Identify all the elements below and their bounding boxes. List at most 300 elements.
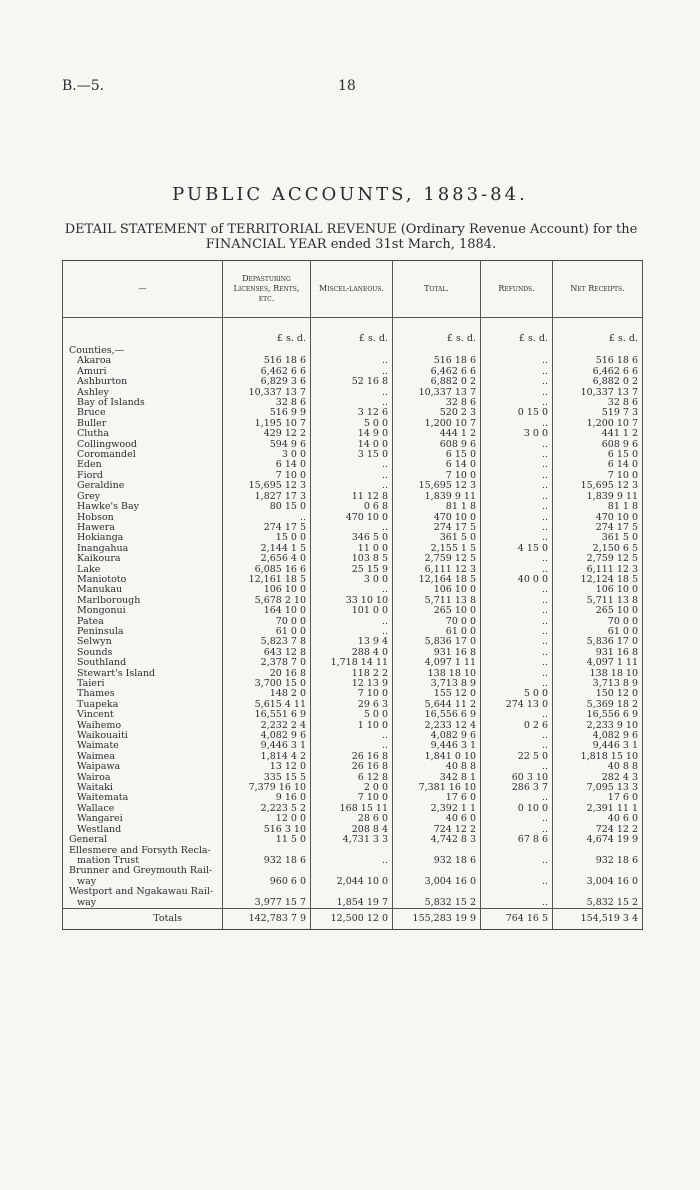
cell-blank bbox=[223, 887, 311, 897]
county-name: Waimate bbox=[63, 741, 223, 751]
county-name: Hokianga bbox=[63, 533, 223, 543]
cell-dep: 1,814 4 2 bbox=[223, 752, 311, 762]
cell-blank bbox=[553, 887, 643, 897]
table-row bbox=[63, 575, 643, 585]
cell-ref: 286 3 7 bbox=[481, 783, 553, 793]
county-name: Bruce bbox=[63, 408, 223, 418]
cell-misc: 208 8 4 bbox=[311, 825, 393, 835]
cell-ref: 22 5 0 bbox=[481, 752, 553, 762]
cell-total: 1,839 9 11 bbox=[393, 492, 481, 502]
cell-net: 7,095 13 3 bbox=[553, 783, 643, 793]
cell-dep: 12,161 18 5 bbox=[223, 575, 311, 585]
cell-ref: .. bbox=[481, 669, 553, 679]
cell-net: 608 9 6 bbox=[553, 440, 643, 450]
cell-misc: 168 15 11 bbox=[311, 804, 393, 814]
total-misc: 12,500 12 0 bbox=[311, 908, 393, 929]
cell-misc: 52 16 8 bbox=[311, 377, 393, 387]
cell-blank bbox=[393, 887, 481, 897]
cell-total: 12,164 18 5 bbox=[393, 575, 481, 585]
cell-blank bbox=[553, 866, 643, 876]
cell-blank bbox=[223, 866, 311, 876]
cell-blank bbox=[223, 846, 311, 856]
cell-dep: 2,144 1 5 bbox=[223, 544, 311, 554]
total-ref: 764 16 5 bbox=[481, 908, 553, 929]
county-name: Hawera bbox=[63, 523, 223, 533]
cell-dep: 1,827 17 3 bbox=[223, 492, 311, 502]
county-name: Lake bbox=[63, 565, 223, 575]
table-row bbox=[63, 440, 643, 450]
cell-net: 470 10 0 bbox=[553, 513, 643, 523]
cell-total: 342 8 1 bbox=[393, 773, 481, 783]
cell-dep: 643 12 8 bbox=[223, 648, 311, 658]
cell-total: 6,111 12 3 bbox=[393, 565, 481, 575]
cell-net: 12,124 18 5 bbox=[553, 575, 643, 585]
cell-misc: 101 0 0 bbox=[311, 606, 393, 616]
county-name: Waitemata bbox=[63, 793, 223, 803]
cell-misc: 0 6 8 bbox=[311, 502, 393, 512]
row-label-line1: Brunner and Greymouth Rail- bbox=[63, 866, 223, 876]
header-miscellaneous: Miscel-laneous. bbox=[311, 261, 393, 318]
cell-total: 2,392 1 1 bbox=[393, 804, 481, 814]
county-name: Eden bbox=[63, 460, 223, 470]
cell-misc: .. bbox=[311, 356, 393, 366]
cell-net: 441 1 2 bbox=[553, 429, 643, 439]
cell-total: 6 14 0 bbox=[393, 460, 481, 470]
cell-net: 1,200 10 7 bbox=[553, 419, 643, 429]
cell-total: 81 1 8 bbox=[393, 502, 481, 512]
cell-ref: .. bbox=[481, 814, 553, 824]
cell-ref: 40 0 0 bbox=[481, 575, 553, 585]
cell-dep: 6,829 3 6 bbox=[223, 377, 311, 387]
table-row bbox=[63, 544, 643, 554]
cell-misc: 26 16 8 bbox=[311, 752, 393, 762]
table-header-row bbox=[63, 261, 643, 318]
cell-ref: .. bbox=[481, 617, 553, 627]
cell-total: 6 15 0 bbox=[393, 450, 481, 460]
cell-misc: .. bbox=[311, 367, 393, 377]
cell-dep: 516 3 10 bbox=[223, 825, 311, 835]
cell-dep: .. bbox=[223, 513, 311, 523]
cell-ref: .. bbox=[481, 492, 553, 502]
cell-misc: .. bbox=[311, 471, 393, 481]
county-name: Patea bbox=[63, 617, 223, 627]
cell-ref: .. bbox=[481, 710, 553, 720]
cell-net: 3,004 16 0 bbox=[553, 877, 643, 887]
cell-misc: 288 4 0 bbox=[311, 648, 393, 658]
cell-misc: 346 5 0 bbox=[311, 533, 393, 543]
county-name: Stewart's Island bbox=[63, 669, 223, 679]
cell-misc: 7 10 0 bbox=[311, 793, 393, 803]
cell-dep: 3 0 0 bbox=[223, 450, 311, 460]
cell-net: 5,711 13 8 bbox=[553, 596, 643, 606]
header-total: Total. bbox=[393, 261, 481, 318]
cell-ref: .. bbox=[481, 554, 553, 564]
cell-ref: .. bbox=[481, 398, 553, 408]
section-label: Counties,— bbox=[63, 346, 223, 356]
cell-dep: 13 12 0 bbox=[223, 762, 311, 772]
cell-ref: 3 0 0 bbox=[481, 429, 553, 439]
county-name: Waihemo bbox=[63, 721, 223, 731]
county-name: Selwyn bbox=[63, 637, 223, 647]
cell-misc: 1,854 19 7 bbox=[311, 898, 393, 909]
cell-dep: 516 9 9 bbox=[223, 408, 311, 418]
cell-dep: 6 14 0 bbox=[223, 460, 311, 470]
table-row bbox=[63, 492, 643, 502]
cell-net: 17 6 0 bbox=[553, 793, 643, 803]
cell-dep: 148 2 0 bbox=[223, 689, 311, 699]
cell-misc: 11 0 0 bbox=[311, 544, 393, 554]
cell-blank bbox=[393, 846, 481, 856]
table-row bbox=[63, 887, 643, 897]
cell-dep: 2,656 4 0 bbox=[223, 554, 311, 564]
cell-total: 61 0 0 bbox=[393, 627, 481, 637]
cell-net: 3,713 8 9 bbox=[553, 679, 643, 689]
cell-dep: 15 0 0 bbox=[223, 533, 311, 543]
cell-ref: .. bbox=[481, 731, 553, 741]
cell-net: 15,695 12 3 bbox=[553, 481, 643, 491]
cell-ref: 60 3 10 bbox=[481, 773, 553, 783]
cell-misc: .. bbox=[311, 481, 393, 491]
cell-net: 9,446 3 1 bbox=[553, 741, 643, 751]
cell-net: 2,233 9 10 bbox=[553, 721, 643, 731]
table-row bbox=[63, 700, 643, 710]
county-name: Westland bbox=[63, 825, 223, 835]
cell-ref: .. bbox=[481, 856, 553, 866]
cell-ref: .. bbox=[481, 606, 553, 616]
cell-misc: 25 15 9 bbox=[311, 565, 393, 575]
cell-ref: .. bbox=[481, 481, 553, 491]
cell-dep: 6,462 6 6 bbox=[223, 367, 311, 377]
table-row bbox=[63, 648, 643, 658]
cell-ref: 4 15 0 bbox=[481, 544, 553, 554]
cell-total: 40 8 8 bbox=[393, 762, 481, 772]
county-name: Waikouaiti bbox=[63, 731, 223, 741]
table-row bbox=[63, 450, 643, 460]
general-label: General bbox=[63, 835, 223, 845]
county-name: Waitaki bbox=[63, 783, 223, 793]
table-row bbox=[63, 877, 643, 887]
cell-net: 7 10 0 bbox=[553, 471, 643, 481]
cell-ref: .. bbox=[481, 533, 553, 543]
cell-dep: 164 10 0 bbox=[223, 606, 311, 616]
cell-blank bbox=[311, 846, 393, 856]
cell-total: 4,097 1 11 bbox=[393, 658, 481, 668]
table-row bbox=[63, 585, 643, 595]
table-row bbox=[63, 741, 643, 751]
table-row bbox=[63, 471, 643, 481]
table-row bbox=[63, 388, 643, 398]
cell-blank bbox=[311, 887, 393, 897]
cell-ref: .. bbox=[481, 762, 553, 772]
cell-misc: 28 6 0 bbox=[311, 814, 393, 824]
cell-dep: 3,977 15 7 bbox=[223, 898, 311, 909]
cell-net: 931 16 8 bbox=[553, 648, 643, 658]
total-total: 155,283 19 9 bbox=[393, 908, 481, 929]
cell-misc: .. bbox=[311, 585, 393, 595]
cell-net: 61 0 0 bbox=[553, 627, 643, 637]
revenue-table bbox=[62, 260, 643, 930]
cell-net: 5,836 17 0 bbox=[553, 637, 643, 647]
cell-net: 2,150 6 5 bbox=[553, 544, 643, 554]
statement-subtitle bbox=[56, 222, 646, 252]
county-name: Maniototo bbox=[63, 575, 223, 585]
cell-net: 6 14 0 bbox=[553, 460, 643, 470]
county-name: Kaikoura bbox=[63, 554, 223, 564]
cell-total: 6,882 0 2 bbox=[393, 377, 481, 387]
table-row bbox=[63, 783, 643, 793]
county-name: Taieri bbox=[63, 679, 223, 689]
cell-net: 70 0 0 bbox=[553, 617, 643, 627]
cell-ref: .. bbox=[481, 596, 553, 606]
cell-dep: 3,700 15 0 bbox=[223, 679, 311, 689]
cell-total: 274 17 5 bbox=[393, 523, 481, 533]
cell-misc: .. bbox=[311, 627, 393, 637]
cell-net: 5,369 18 2 bbox=[553, 700, 643, 710]
county-name: Grey bbox=[63, 492, 223, 502]
unit-cell-blank bbox=[63, 318, 223, 347]
cell-misc: 33 10 10 bbox=[311, 596, 393, 606]
unit-cell: £ s. d. bbox=[223, 318, 311, 347]
cell-total: 2,155 1 5 bbox=[393, 544, 481, 554]
cell-ref: .. bbox=[481, 471, 553, 481]
cell-net: 1,839 9 11 bbox=[553, 492, 643, 502]
cell-misc: .. bbox=[311, 731, 393, 741]
cell-ref: .. bbox=[481, 388, 553, 398]
cell-total: 5,711 13 8 bbox=[393, 596, 481, 606]
row-label-line2: way bbox=[63, 898, 223, 909]
cell-total: 4,082 9 6 bbox=[393, 731, 481, 741]
cell-ref: 0 2 6 bbox=[481, 721, 553, 731]
cell-total: 138 18 10 bbox=[393, 669, 481, 679]
cell-ref: .. bbox=[481, 648, 553, 658]
cell-total: 2,233 12 4 bbox=[393, 721, 481, 731]
cell-total: 40 6 0 bbox=[393, 814, 481, 824]
header-refunds: Refunds. bbox=[481, 261, 553, 318]
cell-misc: 3 15 0 bbox=[311, 450, 393, 460]
cell-misc: 103 8 5 bbox=[311, 554, 393, 564]
page-number: 18 bbox=[338, 78, 356, 94]
cell-ref: .. bbox=[481, 627, 553, 637]
county-name: Tuapeka bbox=[63, 700, 223, 710]
cell-misc: .. bbox=[311, 388, 393, 398]
table-row bbox=[63, 898, 643, 909]
total-net: 154,519 3 4 bbox=[553, 908, 643, 929]
table-row bbox=[63, 596, 643, 606]
unit-cell: £ s. d. bbox=[481, 318, 553, 347]
cell-dep: 7,379 16 10 bbox=[223, 783, 311, 793]
cell-total: 5,644 11 2 bbox=[393, 700, 481, 710]
cell-net: 40 6 0 bbox=[553, 814, 643, 824]
cell-net: 2,391 11 1 bbox=[553, 804, 643, 814]
county-name: Fiord bbox=[63, 471, 223, 481]
table-row bbox=[63, 523, 643, 533]
totals-row bbox=[63, 908, 643, 929]
county-name: Marlborough bbox=[63, 596, 223, 606]
cell-net: 2,759 12 5 bbox=[553, 554, 643, 564]
county-name: Geraldine bbox=[63, 481, 223, 491]
cell-dep: 16,551 6 9 bbox=[223, 710, 311, 720]
cell-ref: 67 8 6 bbox=[481, 835, 553, 845]
cell-misc: 4,731 3 3 bbox=[311, 835, 393, 845]
cell-ref: .. bbox=[481, 450, 553, 460]
cell-misc: 3 0 0 bbox=[311, 575, 393, 585]
county-name: Amuri bbox=[63, 367, 223, 377]
cell-net: 138 18 10 bbox=[553, 669, 643, 679]
cell-total: 608 9 6 bbox=[393, 440, 481, 450]
total-dep: 142,783 7 9 bbox=[223, 908, 311, 929]
cell-misc: .. bbox=[311, 741, 393, 751]
cell-ref: .. bbox=[481, 825, 553, 835]
cell-total: 155 12 0 bbox=[393, 689, 481, 699]
cell-ref: .. bbox=[481, 585, 553, 595]
table-row bbox=[63, 356, 643, 366]
cell-ref: .. bbox=[481, 637, 553, 647]
table-row bbox=[63, 710, 643, 720]
cell-dep: 5,678 2 10 bbox=[223, 596, 311, 606]
cell-total: 931 16 8 bbox=[393, 648, 481, 658]
cell-ref: .. bbox=[481, 523, 553, 533]
cell-net: 16,556 6 9 bbox=[553, 710, 643, 720]
row-label-line1: Ellesmere and Forsyth Recla- bbox=[63, 846, 223, 856]
cell-net: 106 10 0 bbox=[553, 585, 643, 595]
table-row bbox=[63, 606, 643, 616]
cell-misc: 12 13 9 bbox=[311, 679, 393, 689]
cell-total: 516 18 6 bbox=[393, 356, 481, 366]
row-label-line2: mation Trust bbox=[63, 856, 223, 866]
cell-total: 1,841 0 10 bbox=[393, 752, 481, 762]
cell-dep: 32 8 6 bbox=[223, 398, 311, 408]
table-row bbox=[63, 377, 643, 387]
cell-misc: 14 9 0 bbox=[311, 429, 393, 439]
table-row bbox=[63, 846, 643, 856]
cell-net: 932 18 6 bbox=[553, 856, 643, 866]
county-name: Ashburton bbox=[63, 377, 223, 387]
county-name: Akaroa bbox=[63, 356, 223, 366]
page-title: PUBLIC ACCOUNTS, 1883-84. bbox=[172, 184, 528, 205]
cell-misc: 3 12 6 bbox=[311, 408, 393, 418]
cell-net: 32 8 6 bbox=[553, 398, 643, 408]
cell-misc: .. bbox=[311, 460, 393, 470]
county-name: Sounds bbox=[63, 648, 223, 658]
cell-ref: .. bbox=[481, 502, 553, 512]
cell-total: 444 1 2 bbox=[393, 429, 481, 439]
cell-misc: 1,718 14 11 bbox=[311, 658, 393, 668]
cell-net: 5,832 15 2 bbox=[553, 898, 643, 909]
county-name: Ashley bbox=[63, 388, 223, 398]
cell-net: 81 1 8 bbox=[553, 502, 643, 512]
cell-total: 17 6 0 bbox=[393, 793, 481, 803]
county-name: Inangahua bbox=[63, 544, 223, 554]
general-row bbox=[63, 835, 643, 845]
table-row bbox=[63, 658, 643, 668]
cell-total: 1,200 10 7 bbox=[393, 419, 481, 429]
cell-total: 106 10 0 bbox=[393, 585, 481, 595]
county-name: Waimea bbox=[63, 752, 223, 762]
cell-net: 6 15 0 bbox=[553, 450, 643, 460]
table-row bbox=[63, 669, 643, 679]
cell-net: 6,462 6 6 bbox=[553, 367, 643, 377]
cell-ref: .. bbox=[481, 741, 553, 751]
cell-ref: .. bbox=[481, 367, 553, 377]
table-row bbox=[63, 773, 643, 783]
table-row bbox=[63, 804, 643, 814]
cell-total: 15,695 12 3 bbox=[393, 481, 481, 491]
cell-dep: 5,823 7 8 bbox=[223, 637, 311, 647]
cell-misc: 7 10 0 bbox=[311, 689, 393, 699]
cell-dep: 9 16 0 bbox=[223, 793, 311, 803]
table-row bbox=[63, 689, 643, 699]
cell-misc: 13 9 4 bbox=[311, 637, 393, 647]
county-name: Southland bbox=[63, 658, 223, 668]
cell-net: 516 18 6 bbox=[553, 356, 643, 366]
table-row bbox=[63, 554, 643, 564]
unit-cell: £ s. d. bbox=[553, 318, 643, 347]
cell-ref: 5 0 0 bbox=[481, 689, 553, 699]
cell-misc: .. bbox=[311, 523, 393, 533]
cell-misc: .. bbox=[311, 398, 393, 408]
cell-dep: 960 6 0 bbox=[223, 877, 311, 887]
cell-dep: 6,085 16 6 bbox=[223, 565, 311, 575]
cell-misc: 470 10 0 bbox=[311, 513, 393, 523]
cell-misc: 29 6 3 bbox=[311, 700, 393, 710]
county-name: Coromandel bbox=[63, 450, 223, 460]
cell-net: 1,818 15 10 bbox=[553, 752, 643, 762]
cell-dep: 1,195 10 7 bbox=[223, 419, 311, 429]
table-row bbox=[63, 398, 643, 408]
cell-dep: 106 10 0 bbox=[223, 585, 311, 595]
county-name: Peninsula bbox=[63, 627, 223, 637]
totals-label: Totals bbox=[63, 908, 223, 929]
county-name: Hawke's Bay bbox=[63, 502, 223, 512]
cell-total: 6,462 6 6 bbox=[393, 367, 481, 377]
county-name: Manukau bbox=[63, 585, 223, 595]
cell-total: 3,713 8 9 bbox=[393, 679, 481, 689]
cell-ref: .. bbox=[481, 419, 553, 429]
table-row bbox=[63, 502, 643, 512]
header-net-receipts: Net Receipts. bbox=[553, 261, 643, 318]
county-name: Thames bbox=[63, 689, 223, 699]
table-row bbox=[63, 367, 643, 377]
cell-total: 16,556 6 9 bbox=[393, 710, 481, 720]
cell-dep: 61 0 0 bbox=[223, 627, 311, 637]
county-name: Hobson bbox=[63, 513, 223, 523]
cell-ref: .. bbox=[481, 793, 553, 803]
cell-total: 7 10 0 bbox=[393, 471, 481, 481]
table-row bbox=[63, 679, 643, 689]
cell-total: 4,742 8 3 bbox=[393, 835, 481, 845]
row-label-line1: Westport and Ngakawau Rail- bbox=[63, 887, 223, 897]
cell-misc: 1 10 0 bbox=[311, 721, 393, 731]
cell-blank bbox=[393, 866, 481, 876]
row-label-line2: way bbox=[63, 877, 223, 887]
cell-dep: 70 0 0 bbox=[223, 617, 311, 627]
cell-total: 470 10 0 bbox=[393, 513, 481, 523]
table-row bbox=[63, 814, 643, 824]
table-row bbox=[63, 419, 643, 429]
cell-dep: 80 15 0 bbox=[223, 502, 311, 512]
cell-net: 6,111 12 3 bbox=[553, 565, 643, 575]
cell-ref: .. bbox=[481, 513, 553, 523]
county-name: Wairoa bbox=[63, 773, 223, 783]
cell-dep: 4,082 9 6 bbox=[223, 731, 311, 741]
county-name: Wangarei bbox=[63, 814, 223, 824]
table-row bbox=[63, 721, 643, 731]
table-row bbox=[63, 752, 643, 762]
unit-cell: £ s. d. bbox=[311, 318, 393, 347]
header-depasturing: Depasturing Licenses, Rents, etc. bbox=[223, 261, 311, 318]
cell-blank bbox=[481, 887, 553, 897]
table-row bbox=[63, 856, 643, 866]
